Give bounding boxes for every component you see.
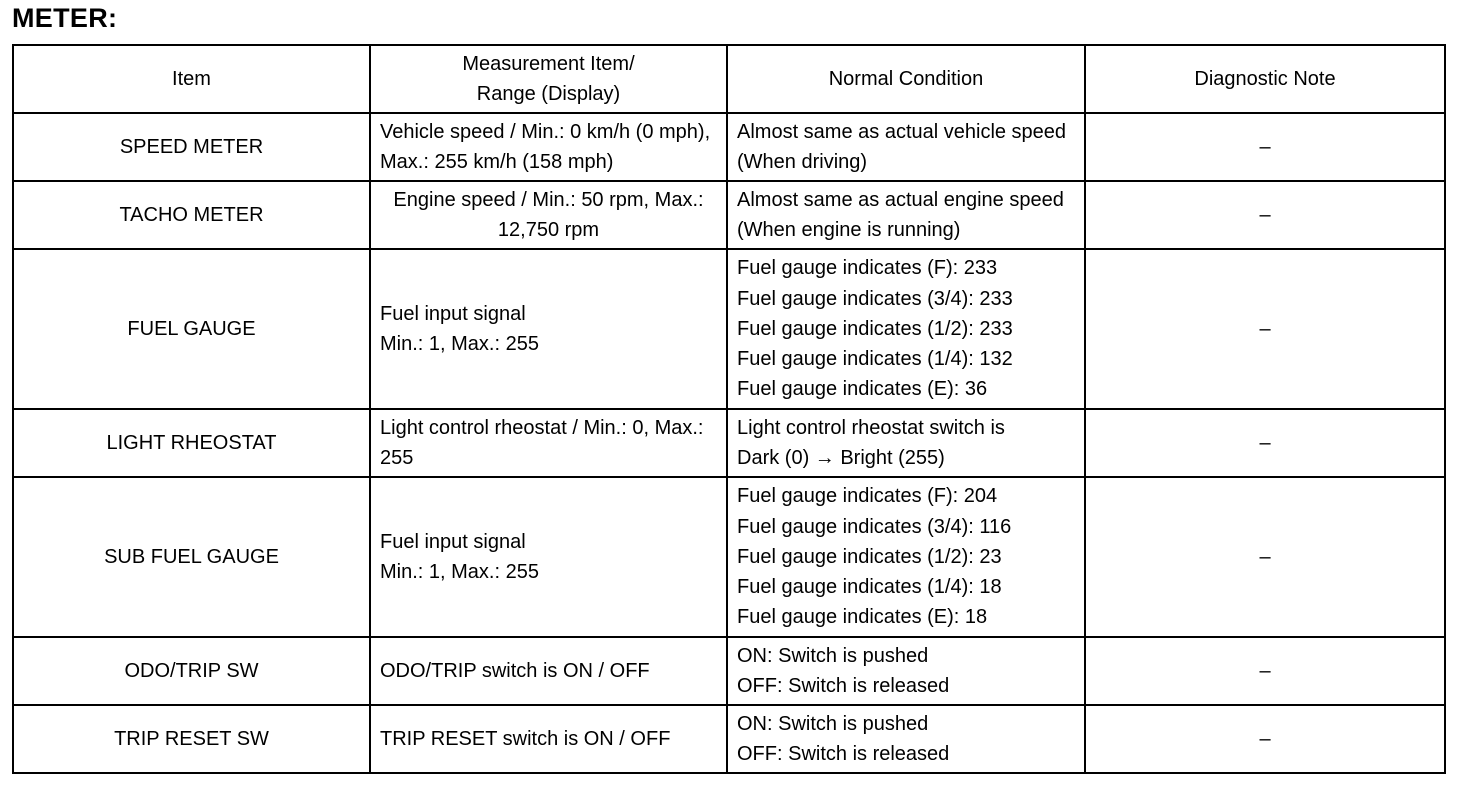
header-normal-condition: Normal Condition [727,45,1085,113]
measurement-cell: Engine speed / Min.: 50 rpm, Max.: 12,750 rpm [370,181,727,249]
item-cell: LIGHT RHEOSTAT [13,409,370,477]
normal-line: Light control rheostat switch is [737,416,1005,439]
measurement-cell: Light control rheostat / Min.: 0, Max.: 255 [370,409,727,477]
normal-condition-cell [727,249,1085,409]
diagnostic-note-cell: – [1085,637,1445,705]
normal-condition-cell: Almost same as actual engine speed (When engine is running) [727,181,1085,249]
table-header-row [13,45,1445,113]
table-row [13,409,1445,477]
item-cell: TACHO METER [13,181,370,249]
normal-line: Fuel gauge indicates (3/4): 233 [737,287,1013,310]
normal-line: Fuel gauge indicates (F): 233 [737,257,998,280]
diagnostic-note-cell: – [1085,113,1445,181]
diagnostic-note-cell: – [1085,181,1445,249]
item-cell: ODO/TRIP SW [13,637,370,705]
normal-line: ON: Switch is pushed [737,712,929,735]
normal-line: Fuel gauge indicates (F): 204 [737,485,998,508]
normal-condition-cell [727,477,1085,637]
normal-line: Fuel gauge indicates (1/4): 132 [737,348,1013,371]
header-measurement [370,45,727,113]
diagnostic-note-cell: – [1085,409,1445,477]
normal-line: Fuel gauge indicates (3/4): 116 [737,515,1012,538]
normal-condition-cell [727,705,1085,773]
diagnostic-note-cell: – [1085,477,1445,637]
normal-condition-cell: Almost same as actual vehicle speed (When driving) [727,113,1085,181]
header-item: Item [13,45,370,113]
header-measurement-line2: Range (Display) [476,83,621,105]
table-row [13,249,1445,409]
measurement-line: Fuel input signal [380,302,526,325]
item-cell: SPEED METER [13,113,370,181]
measurement-cell [370,477,727,637]
measurement-cell: ODO/TRIP switch is ON / OFF [370,637,727,705]
table-row [13,181,1445,249]
normal-condition-cell [727,409,1085,477]
header-measurement-line1: Measurement Item/ [462,52,635,75]
normal-condition-cell [727,637,1085,705]
item-cell: FUEL GAUGE [13,249,370,409]
table-row [13,113,1445,181]
normal-line: OFF: Switch is released [737,743,950,765]
item-cell: TRIP RESET SW [13,705,370,773]
normal-line: Fuel gauge indicates (E): 36 [737,378,988,401]
table-row [13,637,1445,705]
diagnostic-note-cell: – [1085,705,1445,773]
measurement-cell: Vehicle speed / Min.: 0 km/h (0 mph), Max.: 255 km/h (158 mph) [370,113,727,181]
diagnostic-note-cell: – [1085,249,1445,409]
normal-line: ON: Switch is pushed [737,644,929,667]
measurement-line: Fuel input signal [380,530,526,553]
table-row [13,477,1445,637]
normal-line: Dark (0) → Bright (255) [737,447,945,469]
normal-line: Fuel gauge indicates (1/2): 233 [737,317,1013,340]
header-diagnostic-note: Diagnostic Note [1085,45,1445,113]
measurement-line: Min.: 1, Max.: 255 [380,561,539,583]
item-cell: SUB FUEL GAUGE [13,477,370,637]
normal-line: Fuel gauge indicates (E): 18 [737,606,988,629]
measurement-cell: TRIP RESET switch is ON / OFF [370,705,727,773]
table-row [13,705,1445,773]
normal-line: Fuel gauge indicates (1/2): 23 [737,545,1002,568]
measurement-cell [370,249,727,409]
page-title: METER: [12,3,118,33]
meter-data-table [12,44,1446,774]
normal-line: Fuel gauge indicates (1/4): 18 [737,576,1002,599]
normal-line: OFF: Switch is released [737,675,950,697]
measurement-line: Min.: 1, Max.: 255 [380,333,539,355]
